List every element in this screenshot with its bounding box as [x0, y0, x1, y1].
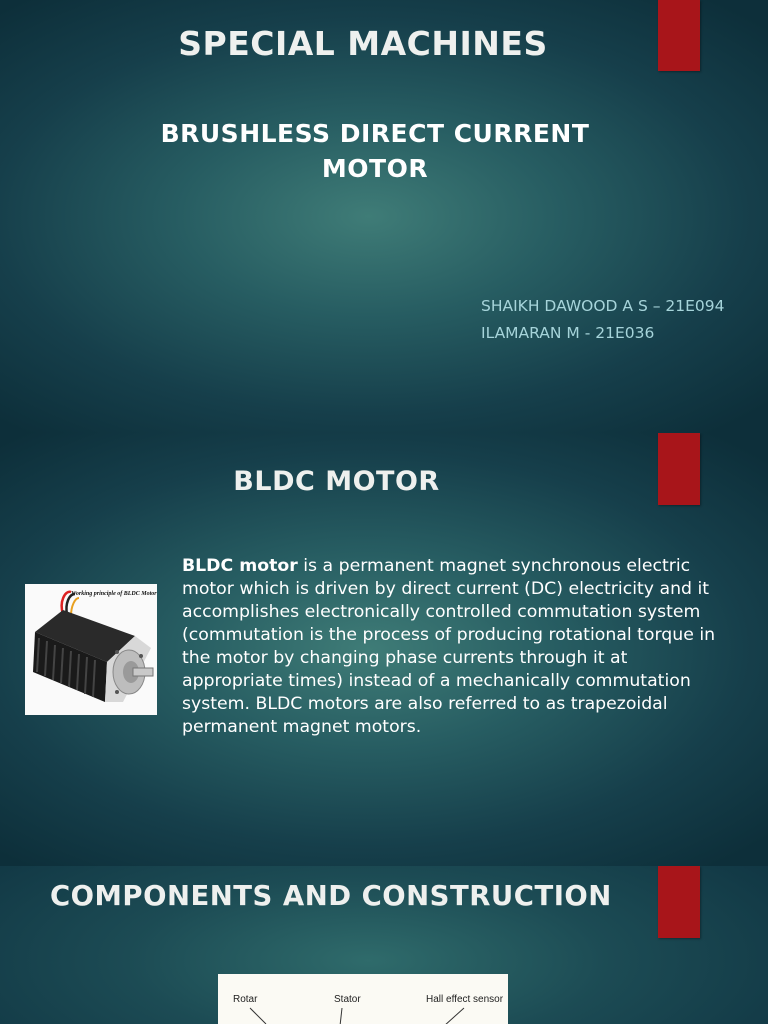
- red-accent-tab: [658, 866, 700, 938]
- author-line-2: ILAMARAN M - 21E036: [481, 324, 655, 342]
- diagram-label-stator: Stator: [334, 994, 361, 1005]
- slide-components: [0, 866, 768, 1024]
- presentation-subtitle: BRUSHLESS DIRECT CURRENT MOTOR: [160, 119, 590, 183]
- slide-bldc-motor: [0, 433, 768, 866]
- bldc-description: [182, 555, 722, 739]
- slide-heading: COMPONENTS AND CONSTRUCTION: [50, 880, 612, 912]
- slide-heading: BLDC MOTOR: [233, 466, 440, 497]
- slide-title: [0, 0, 768, 433]
- presentation-title: SPECIAL MACHINES: [178, 24, 548, 63]
- bldc-definition: is a permanent magnet synchronous electric motor which is driven by direct current (DC) electricity and it accomplishes electronically controlled commutation system (commutation is the process of producing rotational torque in the motor by changing phase currents through it at appropriate times) instead of a mechanically commutation system. BLDC motors are also referred to as trapezoidal permanent magnet motors.: [182, 556, 716, 737]
- bldc-motor-image: [25, 584, 157, 715]
- author-line-1: SHAIKH DAWOOD A S – 21E094: [481, 297, 725, 315]
- diagram-leader-lines: [218, 974, 508, 1024]
- diagram-label-rotar: Rotar: [233, 994, 258, 1005]
- image-caption: Working principle of BLDC Motor: [71, 591, 157, 597]
- diagram-label-hall-sensor: Hall effect sensor: [426, 994, 504, 1005]
- construction-diagram: [218, 974, 508, 1024]
- bldc-term: BLDC motor: [182, 556, 298, 576]
